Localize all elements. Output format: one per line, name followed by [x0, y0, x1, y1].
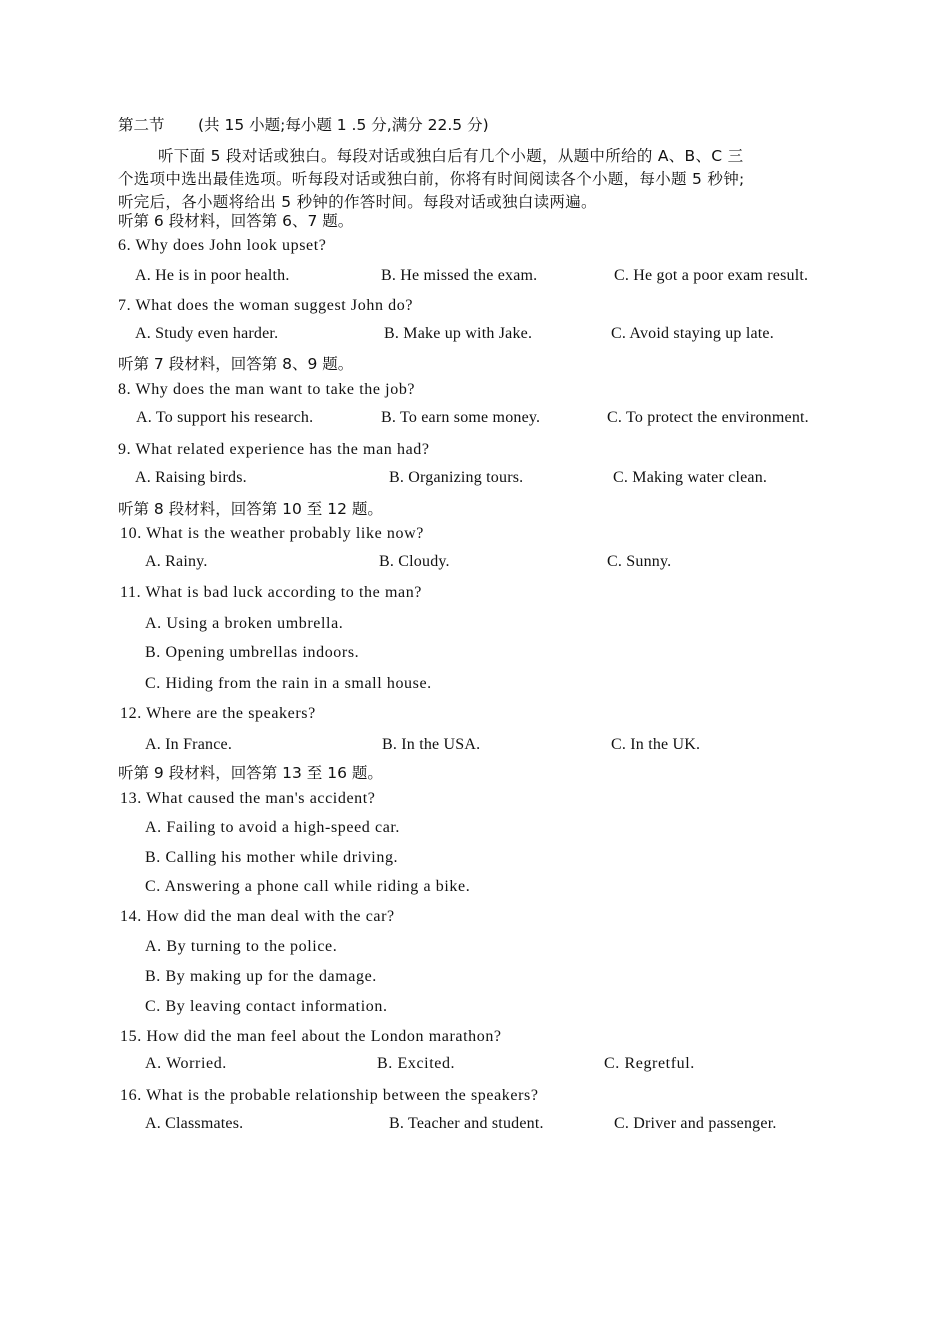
- option-b: B. To earn some money.: [381, 409, 541, 426]
- option-c: C. In the UK.: [611, 736, 701, 753]
- option-a: A. Rainy.: [145, 553, 208, 570]
- question-text: 14. How did the man deal with the car?: [120, 908, 395, 925]
- option-c: C. Avoid staying up late.: [611, 325, 774, 342]
- instruction-line: 听下面 5 段对话或独白。每段对话或独白后有几个小题，从题中所给的 A、B、C 三: [158, 147, 744, 165]
- option-a: A. By turning to the police.: [145, 938, 338, 955]
- section-note: (共 15 小题;每小题 1 .5 分,满分 22.5 分): [198, 116, 489, 134]
- option-b: B. He missed the exam.: [381, 267, 538, 284]
- option-c: C. Hiding from the rain in a small house.: [145, 675, 432, 692]
- question-text: 6. Why does John look upset?: [118, 237, 327, 254]
- question-text: 16. What is the probable relationship between the speakers?: [120, 1087, 539, 1104]
- question-text: 8. Why does the man want to take the job?: [118, 381, 416, 398]
- option-a: A. Failing to avoid a high-speed car.: [145, 819, 401, 836]
- option-c: C. Driver and passenger.: [614, 1115, 777, 1132]
- question-text: 12. Where are the speakers?: [120, 705, 316, 722]
- option-a: A. In France.: [145, 736, 233, 753]
- option-c: C. Answering a phone call while riding a bike.: [145, 878, 471, 895]
- option-a: A. To support his research.: [136, 409, 314, 426]
- question-text: 15. How did the man feel about the London marathon?: [120, 1028, 502, 1045]
- option-b: B. Teacher and student.: [389, 1115, 544, 1132]
- option-b: B. Organizing tours.: [389, 469, 524, 486]
- option-c: C. He got a poor exam result.: [614, 267, 809, 284]
- option-c: C. Sunny.: [607, 553, 672, 570]
- option-b: B. By making up for the damage.: [145, 968, 377, 985]
- option-b: B. Calling his mother while driving.: [145, 849, 399, 866]
- option-c: C. To protect the environment.: [607, 409, 809, 426]
- group-heading: 听第 6 段材料，回答第 6、7 题。: [118, 212, 354, 230]
- section-title: 第二节: [118, 116, 165, 134]
- instruction-line: 听完后，各小题将给出 5 秒钟的作答时间。每段对话或独白读两遍。: [118, 193, 597, 211]
- option-b: B. In the USA.: [382, 736, 481, 753]
- group-heading: 听第 8 段材料，回答第 10 至 12 题。: [118, 500, 383, 518]
- question-text: 9. What related experience has the man had?: [118, 441, 430, 458]
- option-a: A. Using a broken umbrella.: [145, 615, 344, 632]
- option-a: A. He is in poor health.: [135, 267, 290, 284]
- question-text: 13. What caused the man's accident?: [120, 790, 376, 807]
- option-a: A. Classmates.: [145, 1115, 244, 1132]
- option-b: B. Excited.: [377, 1055, 456, 1072]
- group-heading: 听第 7 段材料，回答第 8、9 题。: [118, 355, 354, 373]
- option-a: A. Study even harder.: [135, 325, 279, 342]
- option-c: C. Regretful.: [604, 1055, 695, 1072]
- question-text: 11. What is bad luck according to the man?: [120, 584, 423, 601]
- option-c: C. By leaving contact information.: [145, 998, 388, 1015]
- option-a: A. Raising birds.: [135, 469, 247, 486]
- option-b: B. Cloudy.: [379, 553, 450, 570]
- instruction-line: 个选项中选出最佳选项。听每段对话或独白前，你将有时间阅读各个小题，每小题 5 秒钟;: [118, 170, 745, 188]
- option-a: A. Worried.: [145, 1055, 227, 1072]
- option-b: B. Make up with Jake.: [384, 325, 533, 342]
- group-heading: 听第 9 段材料，回答第 13 至 16 题。: [118, 764, 383, 782]
- option-c: C. Making water clean.: [613, 469, 768, 486]
- question-text: 10. What is the weather probably like now?: [120, 525, 424, 542]
- question-text: 7. What does the woman suggest John do?: [118, 297, 414, 314]
- option-b: B. Opening umbrellas indoors.: [145, 644, 360, 661]
